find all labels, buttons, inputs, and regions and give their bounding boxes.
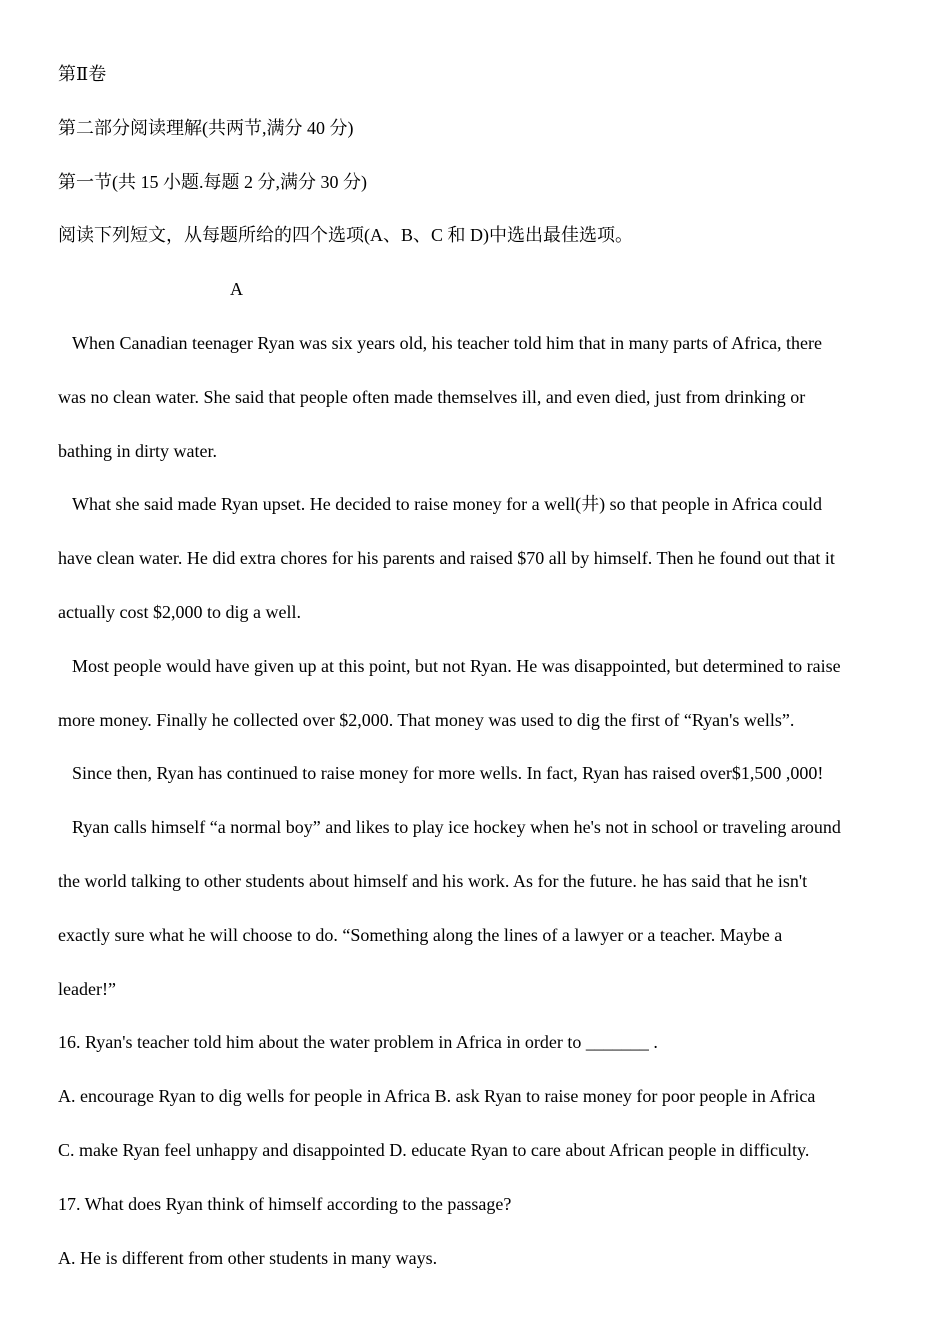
instructions-text: 阅读下列短文，从每题所给的四个选项(A、B、C 和 D)中选出最佳选项。 xyxy=(58,225,633,246)
passage-line: more money. Finally he collected over $2,000. That money was used to dig the first of “Ryan's wells”. xyxy=(58,709,795,730)
question-17-stem: 17. What does Ryan think of himself according to the passage? xyxy=(58,1193,512,1214)
exam-page xyxy=(58,56,894,1293)
question-17-option-a: A. He is different from other students in many ways. xyxy=(58,1247,438,1268)
passage-line: was no clean water. She said that people often made themselves ill, and even died, just from drinking or xyxy=(58,386,806,407)
passage-line: have clean water. He did extra chores for his parents and raised $70 all by himself. Then he found out that it xyxy=(58,548,835,569)
passage-line: Most people would have given up at this point, but not Ryan. He was disappointed, but determined to raise xyxy=(72,655,841,676)
section-heading: 第一节(共 15 小题.每题 2 分,满分 30 分) xyxy=(58,171,367,192)
passage-line: bathing in dirty water. xyxy=(58,440,217,461)
question-16-options-ab: A. encourage Ryan to dig wells for people in Africa B. ask Ryan to raise money for poor people in Africa xyxy=(58,1086,816,1107)
passage-label: A xyxy=(230,279,243,300)
passage-line: actually cost $2,000 to dig a well. xyxy=(58,601,301,622)
passage-line: What she said made Ryan upset. He decided to raise money for a well(井) so that people in Africa could xyxy=(72,494,823,515)
passage-line: leader!” xyxy=(58,978,116,999)
volume-heading: 第Ⅱ卷 xyxy=(58,64,107,84)
passage-line: When Canadian teenager Ryan was six years old, his teacher told him that in many parts of Africa, there xyxy=(72,332,823,353)
part-heading: 第二部分阅读理解(共两节,满分 40 分) xyxy=(58,117,354,138)
question-16-options-cd: C. make Ryan feel unhappy and disappointed D. educate Ryan to care about African people in difficulty. xyxy=(58,1139,810,1160)
question-16-stem: 16. Ryan's teacher told him about the water problem in Africa in order to _______ . xyxy=(58,1032,658,1053)
passage-line: the world talking to other students about himself and his work. As for the future. he has said that he isn't xyxy=(58,870,808,891)
passage-line: exactly sure what he will choose to do. “Something along the lines of a lawyer or a teacher. Maybe a xyxy=(58,924,783,945)
passage-line: Since then, Ryan has continued to raise money for more wells. In fact, Ryan has raised over$1,500 ,000! xyxy=(72,763,824,784)
passage-line: Ryan calls himself “a normal boy” and likes to play ice hockey when he's not in school or traveling around xyxy=(72,817,841,838)
